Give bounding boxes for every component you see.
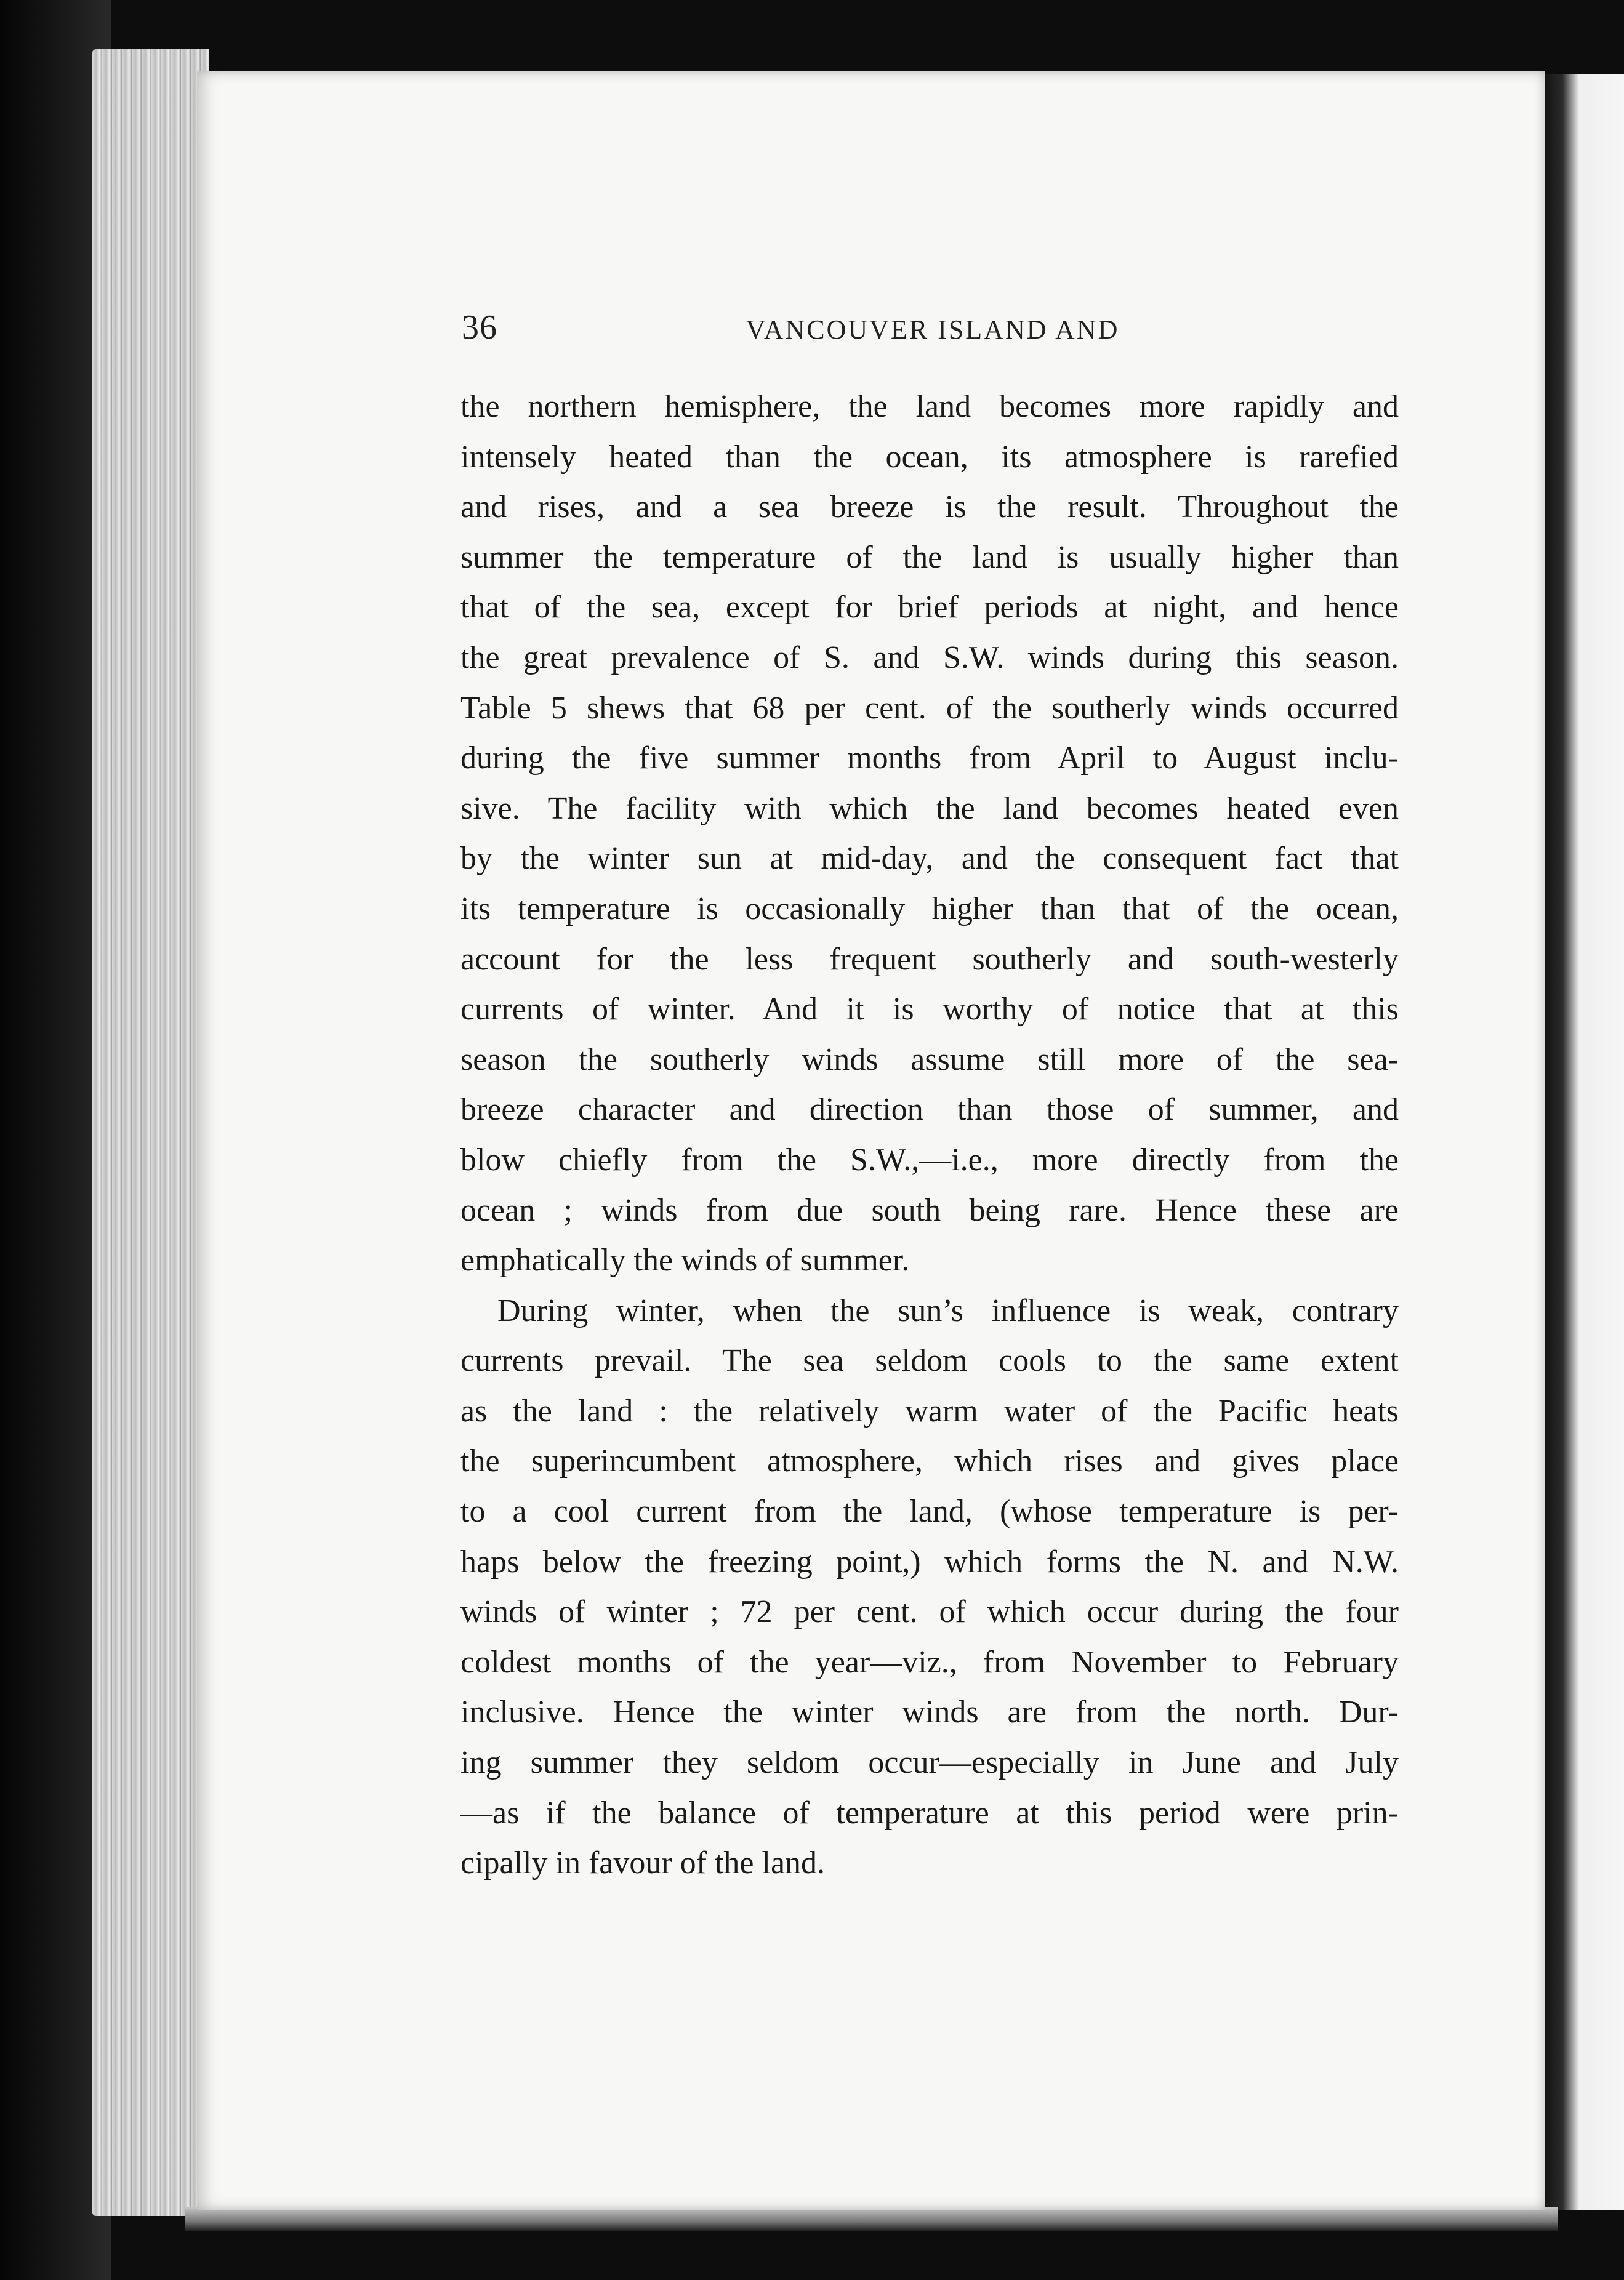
text-line: account for the less frequent southerly and south-westerly [460, 941, 1399, 977]
text-line: Table 5 shews that 68 per cent. of the southerly winds occurred [460, 690, 1399, 726]
text-line: by the winter sun at mid-day, and the consequent fact that [460, 841, 1399, 877]
facing-page-edge [1542, 74, 1624, 2210]
paragraph-1 [460, 382, 1399, 1286]
text-line: winds of winter ; 72 per cent. of which occur during the four [460, 1594, 1399, 1630]
text-line: intensely heated than the ocean, its atmosphere is rarefied [460, 439, 1399, 475]
text-line: ing summer they seldom occur—especially in June and July [460, 1745, 1399, 1781]
page-bottom-edge [185, 2207, 1558, 2231]
page-number: 36 [462, 308, 497, 347]
text-line: as the land : the relatively warm water of the Pacific heats [460, 1393, 1399, 1429]
page-stack-edge [92, 49, 209, 2216]
text-line: sive. The facility with which the land becomes heated even [460, 790, 1399, 826]
text-line: currents of winter. And it is worthy of notice that at this [460, 992, 1399, 1027]
text-line: inclusive. Hence the winter winds are from the north. Dur- [460, 1695, 1399, 1730]
text-line: haps below the freezing point,) which forms the N. and N.W. [460, 1544, 1399, 1580]
text-line: —as if the balance of temperature at this period were prin- [460, 1795, 1399, 1831]
text-line: that of the sea, except for brief periods at night, and hence [460, 590, 1399, 625]
text-line: summer the temperature of the land is usually higher than [460, 539, 1399, 575]
text-line: coldest months of the year—viz., from November to February [460, 1644, 1399, 1680]
text-line: season the southerly winds assume still more of the sea- [460, 1042, 1399, 1077]
paragraph-2 [460, 1286, 1399, 1889]
page-header [462, 308, 1404, 357]
text-line: cipally in favour of the land. [460, 1845, 826, 1881]
text-line: its temperature is occasionally higher than that of the ocean, [460, 891, 1399, 926]
text-line: emphatically the winds of summer. [460, 1243, 910, 1278]
text-line: currents prevail. The sea seldom cools to the same extent [460, 1343, 1399, 1379]
text-line: during the five summer months from April to August inclu- [460, 741, 1399, 776]
text-line: During winter, when the sun’s influence is weak, contrary [497, 1293, 1399, 1328]
text-line: the superincumbent atmosphere, which rises and gives place [460, 1443, 1399, 1479]
running-head: VANCOUVER ISLAND AND [746, 315, 1120, 345]
text-line: the great prevalence of S. and S.W. winds during this season. [460, 640, 1399, 675]
text-line: to a cool current from the land, (whose temperature is per- [460, 1494, 1399, 1530]
text-line: the northern hemisphere, the land becomes more rapidly and [460, 389, 1399, 424]
text-line: blow chiefly from the S.W.,—i.e., more directly from the [460, 1142, 1399, 1178]
body-text [460, 382, 1399, 1889]
text-line: breeze character and direction than those of summer, and [460, 1092, 1399, 1128]
text-line: ocean ; winds from due south being rare. Hence these are [460, 1192, 1399, 1228]
text-line: and rises, and a sea breeze is the result. Throughout the [460, 489, 1399, 525]
